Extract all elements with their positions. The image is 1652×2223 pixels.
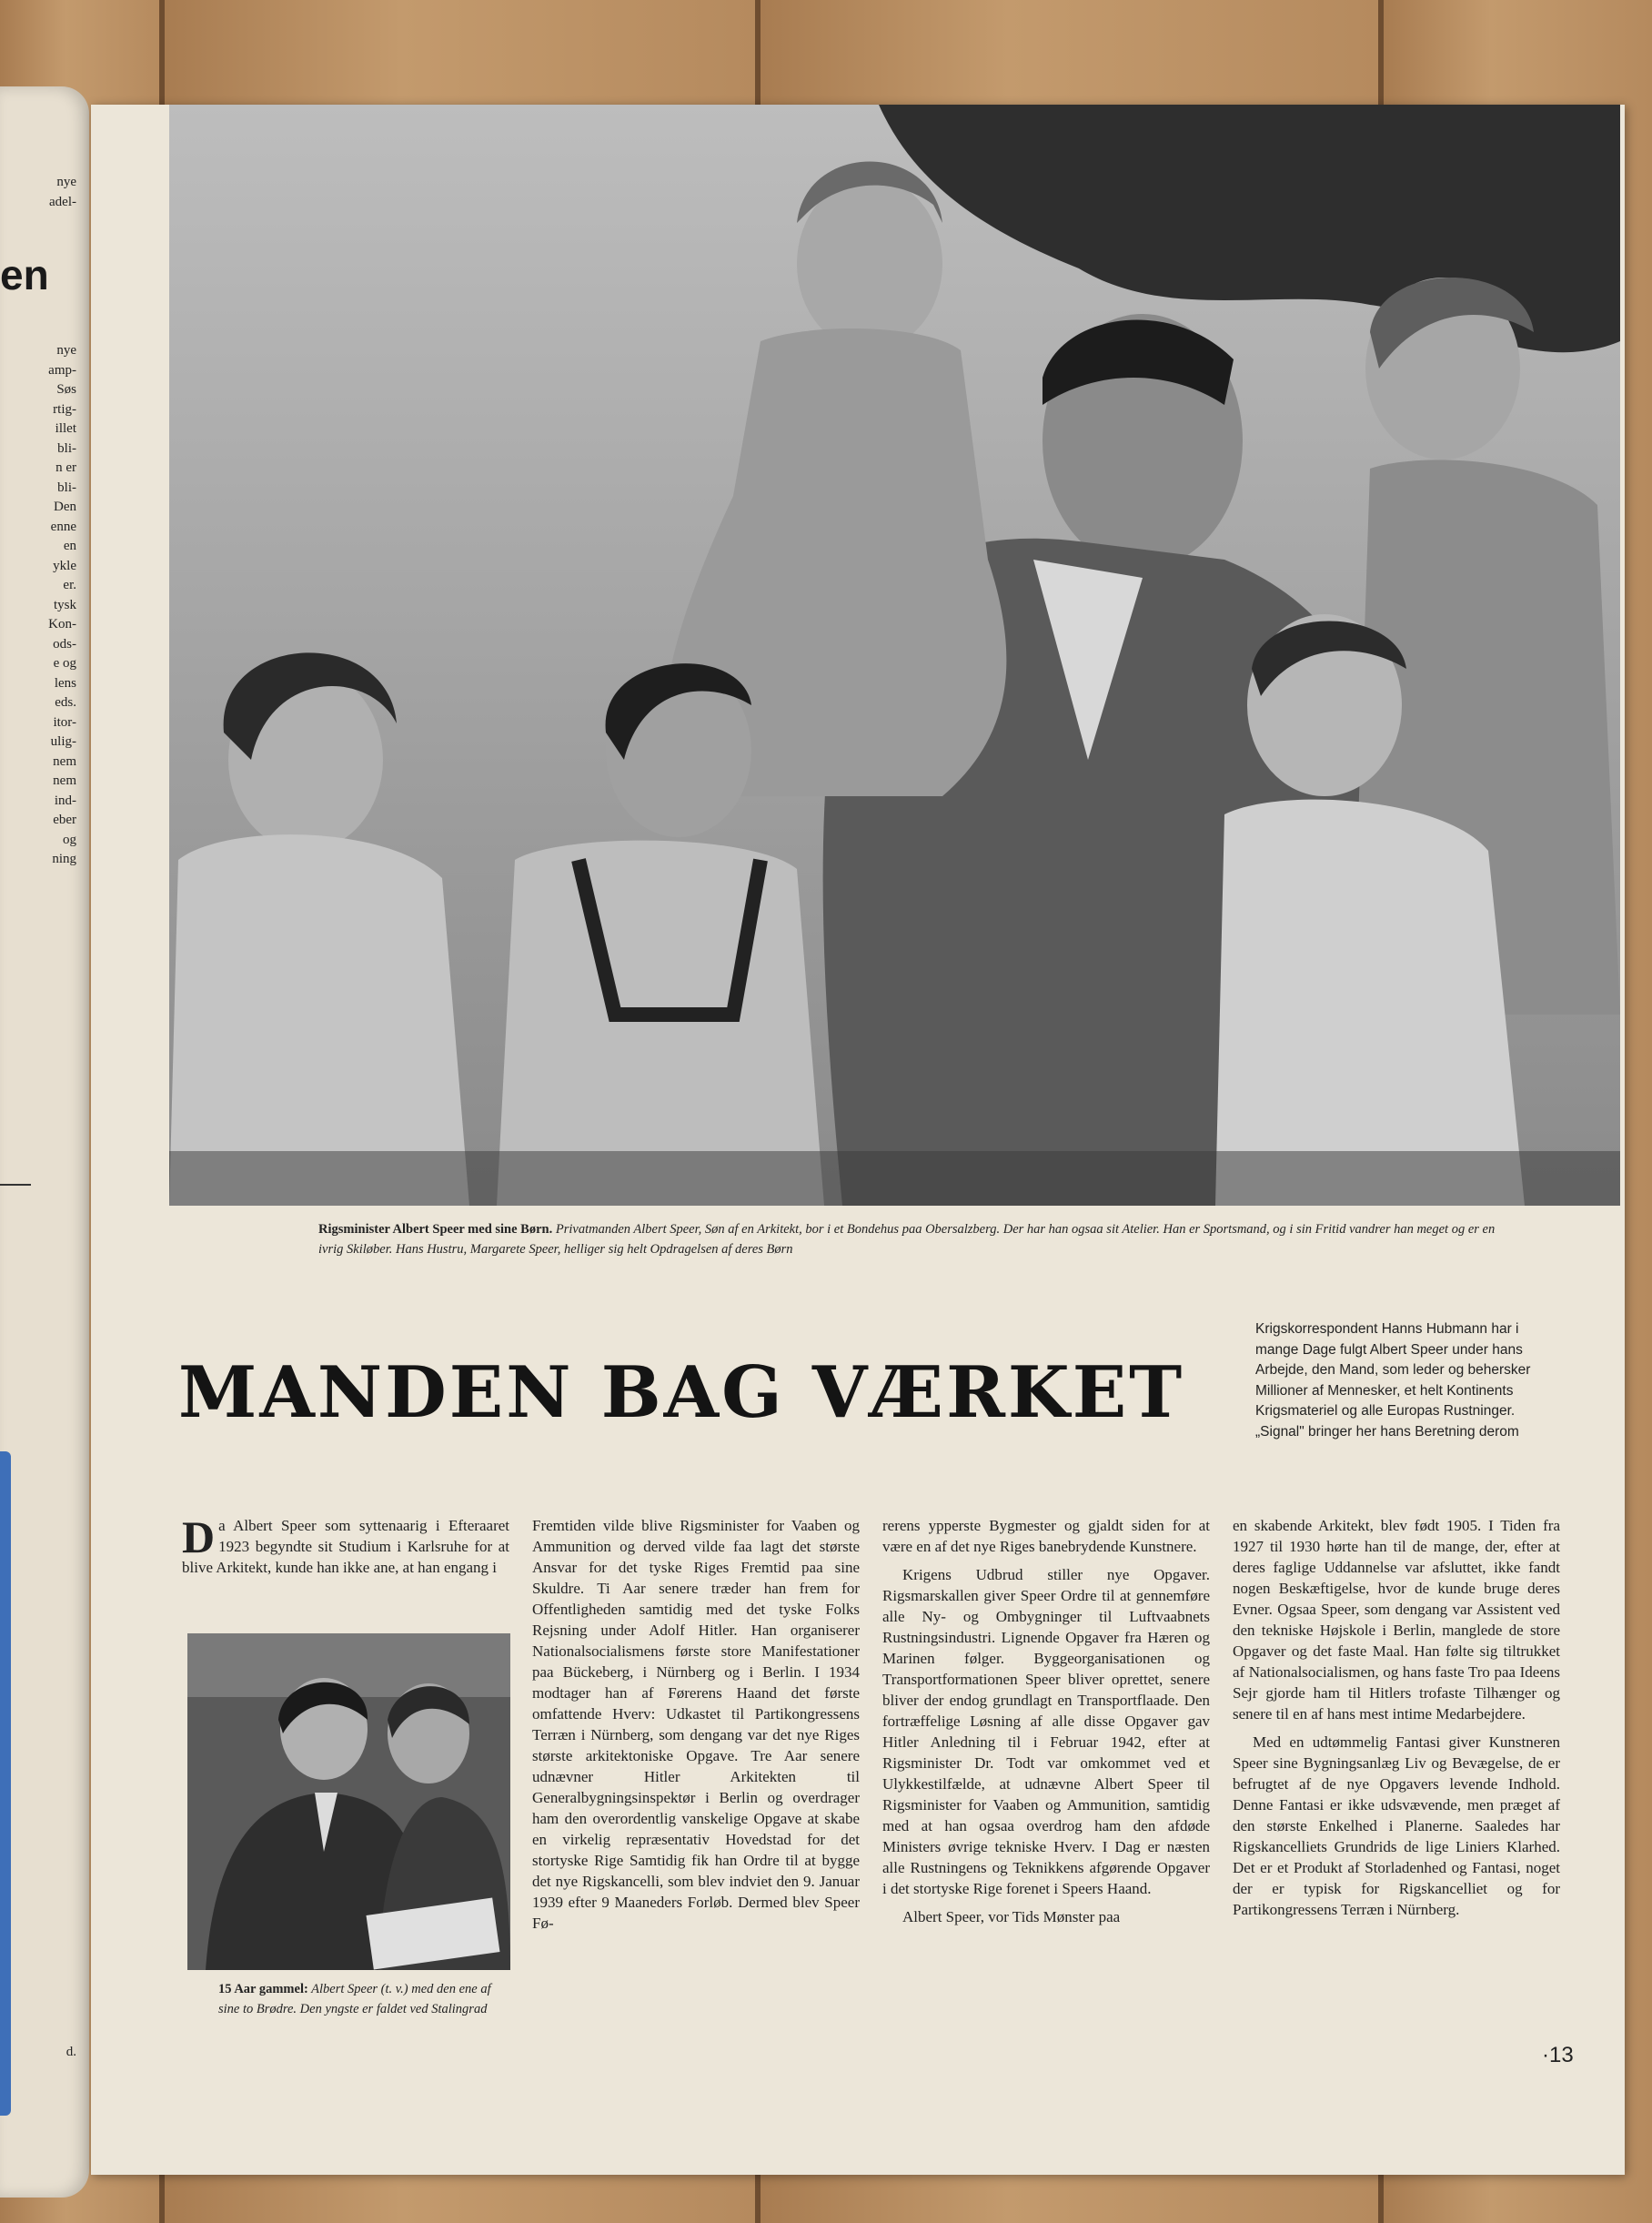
caption-lead: Rigsminister Albert Speer med sine Børn. bbox=[318, 1222, 553, 1237]
paragraph: Fremtiden vilde blive Rigsminister for Vaaben og Ammunition og derved vilde faa lagt det største Ansvar for det tyske Riges Fremtid paa sine Skuldre. Ti Aar senere træder han frem for Offentligheden samtidig med det tyske Folks Rejsning under Adolf Hitler. Han organiserer Nationalsocialismens første store Manifestationer paa Bückeberg, i Nürnberg og i Berlin. I 1934 modtager han af Førerens Haand det første omfattende Hverv: Udkastet til Partikongressens Terræn i Nürnberg, som dengang var det nye Riges største arkitektoniske Opgave. Tre Aar senere udnævner Hitler Arkitekten til Generalbygningsinspektør i Berlin og overdrager ham den overordentlig vanskelige Opgave at skabe en virkelig repræsentativ Hovedstad for det stortyske Rige Samtidig fik han Ordre til at bygge det nye Rigskancelli, som blev indviet den 9. Januar 1939 efter 9 Maaneders Forløb. Dermed blev Speer Fø- bbox=[532, 1517, 860, 1932]
left-fragment: illet bbox=[55, 421, 76, 436]
left-fragment: ods- bbox=[53, 636, 76, 652]
left-fragment: Den bbox=[54, 500, 76, 514]
paragraph-text: a Albert Speer som syttenaarig i Efteraaret 1923 begyndte sit Studium i Karlsruhe for at blive Arkitekt, kunde han ikke ane, at han engang i bbox=[182, 1517, 509, 1576]
left-fragment: n er bbox=[55, 460, 76, 475]
left-fragment: og bbox=[63, 832, 76, 847]
main-photo bbox=[169, 105, 1620, 1206]
left-fragment: rtig- bbox=[53, 401, 76, 417]
left-fragment: adel- bbox=[49, 195, 76, 209]
left-fragment: Kon- bbox=[48, 617, 76, 632]
left-fragment: ning bbox=[52, 852, 76, 866]
left-fragment: bli- bbox=[57, 480, 76, 495]
magazine-page bbox=[91, 105, 1625, 2175]
left-fragment: eds. bbox=[55, 695, 76, 710]
brothers-photo-caption bbox=[218, 1979, 509, 2019]
left-fragment: ind- bbox=[54, 793, 76, 808]
left-fragment: er. bbox=[63, 578, 76, 592]
paragraph: en skabende Arkitekt, blev født 1905. I Tiden fra 1927 til 1930 hørte han til de mange, der, efter at deres faglige Uddannelse var afsluttet, ikke fandt nogen Beskæftigelse, hvor de kunde bruge deres Evner. Ogsaa Speer, som dengang var Assistent ved den tekniske Højskole i Berlin, manglede de store Opgaver og det faste Maal. Han følte sig tiltrukket af Nationalsocialismen, og hans faste Tro paa Ideens Sejr gjorde ham til Hitlers trofaste Tilhænger og senere til en af hans mest intime Medarbejdere. bbox=[1233, 1517, 1560, 1723]
left-fragment: nem bbox=[53, 753, 76, 769]
brothers-photo bbox=[187, 1633, 510, 1970]
left-fragment: en bbox=[63, 539, 76, 553]
left-fragment: nem bbox=[53, 773, 76, 788]
left-fragment: nye bbox=[56, 175, 76, 189]
left-fragment: eber bbox=[53, 813, 76, 827]
article-column-2 bbox=[532, 1515, 860, 1934]
left-fragment: ykle bbox=[53, 558, 76, 573]
left-fragment: itor- bbox=[53, 714, 76, 730]
caption-lead: 15 Aar gammel: bbox=[218, 1982, 308, 1996]
article-column-3 bbox=[882, 1515, 1210, 1927]
paragraph bbox=[182, 1511, 509, 1578]
left-fragment: Søs bbox=[56, 382, 76, 397]
left-fragment: ulig- bbox=[50, 734, 76, 749]
left-headline-fragment: en bbox=[0, 251, 49, 298]
drop-cap: D bbox=[182, 1511, 216, 1562]
article-column-1 bbox=[182, 1511, 509, 1578]
left-fragment: bli- bbox=[57, 440, 76, 456]
brothers-photo-image bbox=[187, 1633, 510, 1970]
caption-text: Privatmanden Albert Speer, Søn af en Arkitekt, bor i et Bondehus paa Obersalzberg. Der har han ogsaa sit Atelier. Han er Sportsmand, og i sin Fritid vandrer han meget og er en ivrig Skiløber. Hans Hustru, Margarete Speer, helliger sig helt Opdragelsen af deres Børn bbox=[318, 1222, 1496, 1257]
left-fragment: nye bbox=[56, 343, 76, 358]
paragraph: rerens ypperste Bygmester og gjaldt siden for at være en af det nye Riges banebrydende Kunstnere. bbox=[882, 1517, 1210, 1555]
article-column-4 bbox=[1233, 1515, 1560, 1920]
left-fragment: amp- bbox=[48, 362, 76, 378]
left-page-edge bbox=[0, 86, 89, 2198]
left-fragment: e og bbox=[53, 656, 76, 671]
left-fragment: enne bbox=[50, 519, 76, 534]
main-photo-caption bbox=[318, 1219, 1519, 1259]
family-photo-image bbox=[169, 105, 1620, 1206]
paragraph: Krigens Udbrud stiller nye Opgaver. Rigsmarskallen giver Speer Ordre til at gennemføre alle Ny- og Ombygninger til Luftvaabnets Rustningsindustri. Lignende Opgaver fra Hæren og Marinen følger. Byggeorganisationen og Transportformationen Speer bliver oprettet, senere bliver der endog grundlagt en Transportflaade. Den fortræffelige Løsning af alle disse Opgaver gav Hitler Anledning til i Februar 1942, efter at Rigsminister Dr. Todt var omkommet ved et Ulykkestilfælde, at udnævne Albert Speer til Rigsminister for Vaaben og Ammunition, samtidig med at han ogsaa overdrog ham den afdøde Ministers øvrige tekniske Hverv. I Dag er næsten alle Rustningens og Teknikkens afgørende Opgaver i det stortyske Rige forenet i Speers Haand. bbox=[882, 1566, 1210, 1897]
left-fragment: lens bbox=[54, 675, 76, 691]
caption-text: Albert Speer (t. v.) med den ene af sine to Brødre. Den yngste er faldet ved Stalingrad bbox=[218, 1982, 491, 2016]
intro-text: Krigskorrespondent Hanns Hubmann har i mange Dage fulgt Albert Speer under hans Arbejde, den Mand, som leder og behersker Millioner af Mennesker, et helt Kontinents Krigsmateriel og alle Europas Rustninger. „Signal" bringer her hans Beretning derom bbox=[1255, 1321, 1531, 1440]
left-fragment: tysk bbox=[53, 597, 76, 612]
article-headline: MANDEN BAG VÆRKET bbox=[178, 1351, 1185, 1434]
paragraph: Med en udtømmelig Fantasi giver Kunstneren Speer sine Bygningsanlæg Liv og Bevægelse, de er befrugtet af de nye Opgavers levende Indhold. Denne Fantasi er ikke udsvævende, men præget af den største Enkelhed i Planerne. Saaledes har Rigskancelliets Grundrids de lige Liniers Klarhed. Det er et Produkt af Storladenhed og Fantasi, noget der er typisk for Rigskancelliet og for Partikongressens Terræn i Nürnberg. bbox=[1233, 1733, 1560, 1918]
left-bottom-fragment: d. bbox=[65, 2045, 76, 2059]
paragraph: Albert Speer, vor Tids Mønster paa bbox=[902, 1908, 1121, 1925]
left-blue-box bbox=[0, 1451, 11, 2116]
page-number: ·13 bbox=[1542, 2043, 1574, 2067]
left-rule bbox=[0, 1184, 31, 1186]
